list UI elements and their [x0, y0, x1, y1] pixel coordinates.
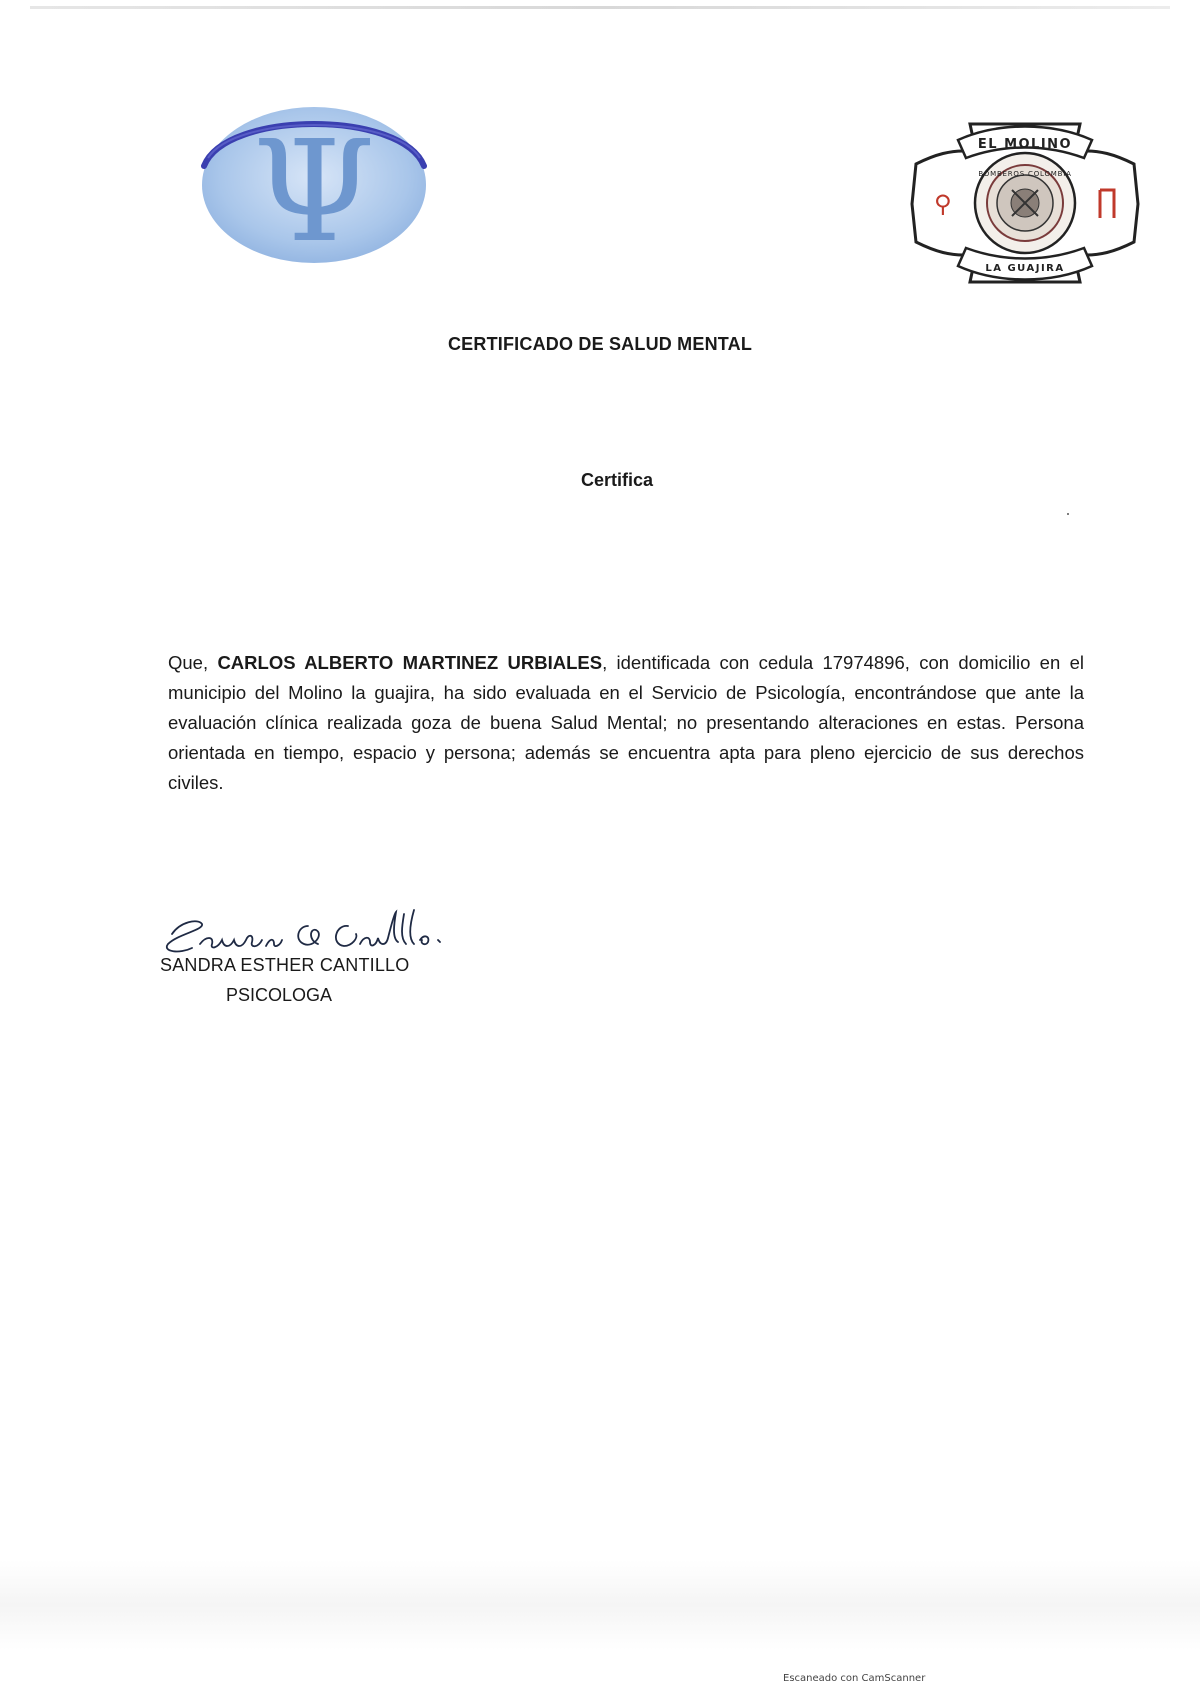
svg-text:⚲: ⚲	[934, 190, 952, 218]
svg-text:BOMBEROS COLOMBIA: BOMBEROS COLOMBIA	[978, 170, 1072, 178]
signer-role: PSICOLOGA	[226, 985, 333, 1005]
body-text: , identificada con cedula 17974896, con domicilio en el municipio del Molino la guajira, ha sido evaluada en el Servicio de Psicología, encontrándose que ante la evaluación clínica realizada goza de buena Salud Mental; no presentando alteraciones en estas. Persona orientada en tiempo, espacio y persona; además se encuentra apta para pleno ejercicio de sus derechos civiles.	[168, 652, 1084, 793]
body-prefix: Que,	[168, 652, 218, 673]
psi-symbol: Ψ	[252, 111, 376, 266]
certificate-body	[168, 648, 1084, 798]
person-name: CARLOS ALBERTO MARTINEZ URBIALES	[217, 652, 603, 673]
document-subtitle: Certifica	[580, 470, 654, 490]
scan-shadow	[0, 1560, 1200, 1650]
psi-logo-icon	[196, 100, 432, 266]
svg-text:LA GUAJIRA: LA GUAJIRA	[985, 263, 1065, 274]
document-title: CERTIFICADO DE SALUD MENTAL	[447, 334, 753, 354]
scanner-footer: Escaneado con CamScanner	[783, 1673, 926, 1684]
signer-name: SANDRA ESTHER CANTILLO	[160, 955, 410, 975]
svg-text:EL MOLINO: EL MOLINO	[977, 137, 1073, 152]
page-top-edge	[30, 6, 1170, 9]
firefighter-badge-icon	[908, 118, 1142, 288]
stray-mark	[1067, 513, 1069, 515]
